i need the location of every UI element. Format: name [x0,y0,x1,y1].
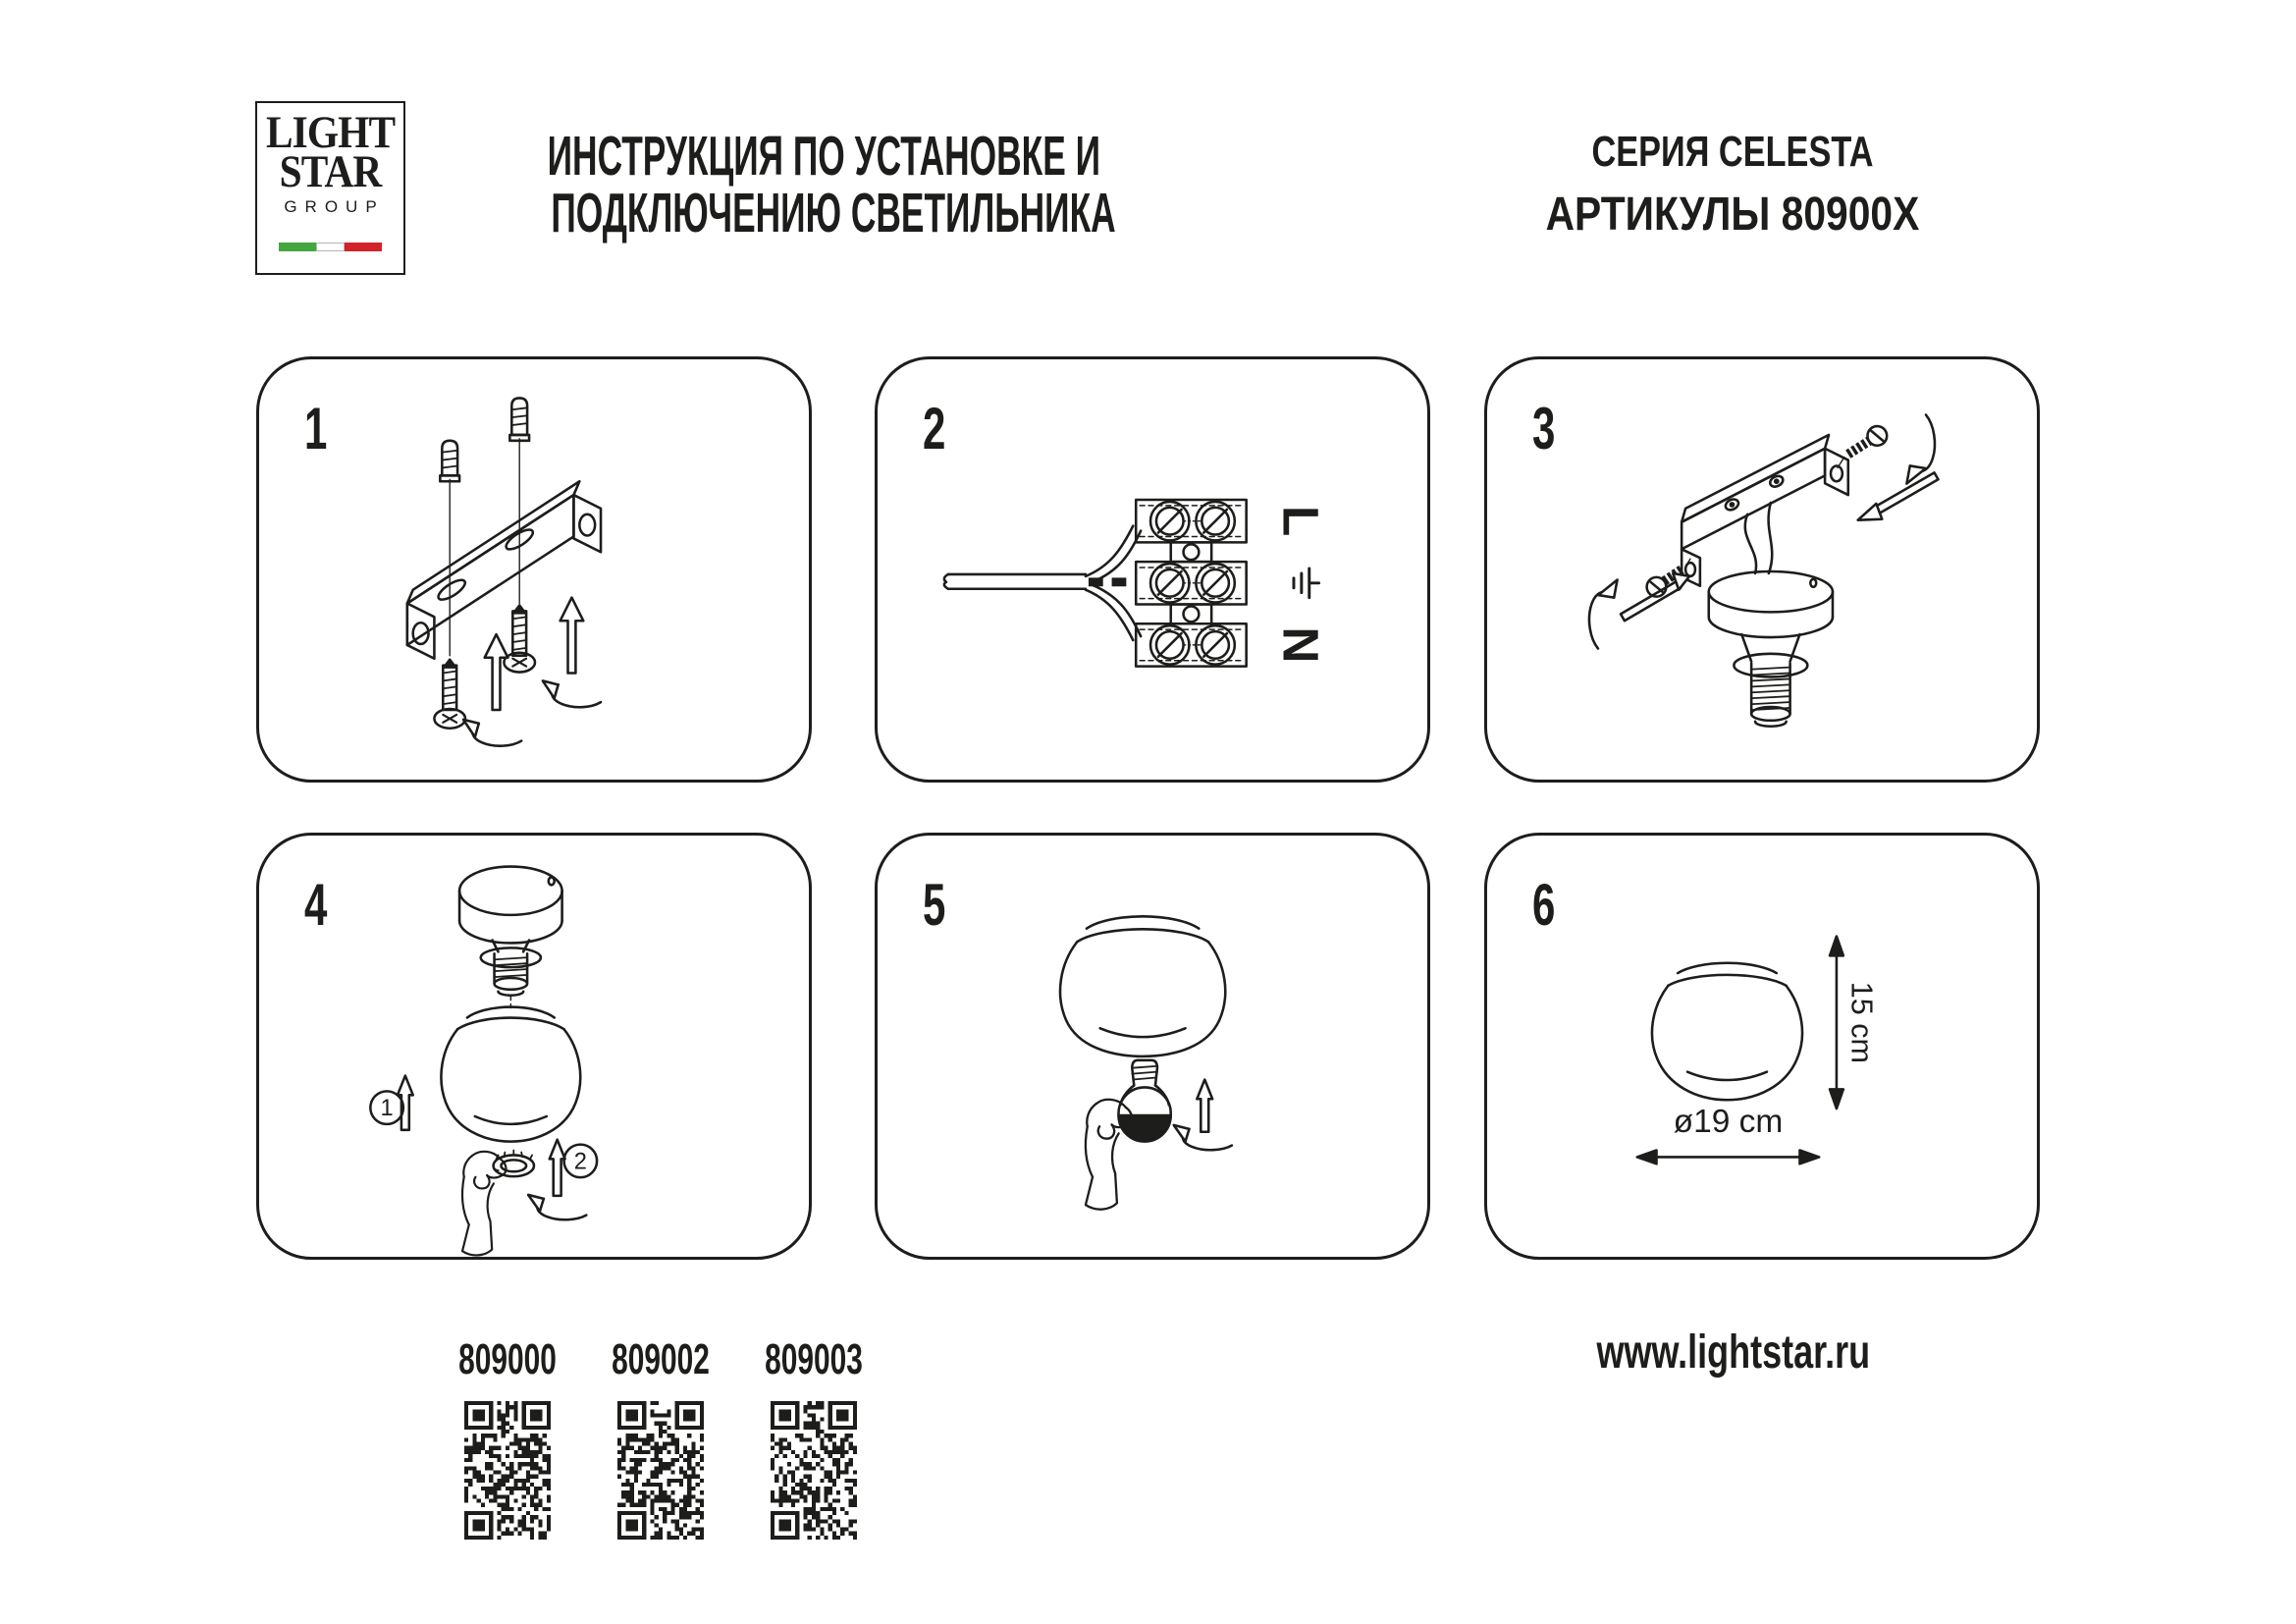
arrow-up-icon [1197,1080,1212,1132]
panel-6-number: 6 [1532,872,1556,938]
logo-word-light: LIGHT [265,107,396,158]
height-dimension-label: 15 cm [1844,981,1879,1063]
arrow-up-icon [561,598,584,674]
step-2-label: 2 [573,1149,587,1175]
panel-4 [256,833,812,1260]
mounting-bracket-shape [1682,435,1848,586]
article-column [735,1335,892,1540]
website-url: www.lightstar.ru [1596,1326,1870,1379]
glass-dome-shape [1652,963,1802,1100]
canopy-shape [459,867,562,996]
panel-2 [875,356,1430,783]
diameter-dimension-label: ø19 cm [1673,1103,1784,1140]
panel-1 [256,356,812,783]
screw-icon [434,660,465,729]
neutral-label: N [1272,626,1329,664]
step5-bulb-diagram [878,836,1427,1257]
canopy-shape [1709,571,1833,727]
article-number: 809002 [612,1335,710,1383]
flag-red-segment [345,243,382,251]
glass-dome-shape [441,1007,580,1142]
page-title [378,125,1116,244]
arrow-up-icon [485,634,508,710]
diameter-dimension-arrow [1637,1151,1819,1164]
arrow-up-icon [398,1076,413,1130]
article-column [429,1335,586,1540]
mounting-bracket-shape [407,481,601,658]
bulb-icon [1118,1060,1170,1142]
step3-canopy-diagram [1487,359,2037,780]
step-1-label: 1 [380,1096,394,1122]
article-number: 809000 [458,1335,557,1383]
panel-2-number: 2 [923,396,946,461]
earth-symbol [1294,568,1319,598]
logo-word-group: GROUP [284,197,385,216]
ring-nut-icon [494,1151,534,1177]
step2-wiring-diagram [878,359,1427,780]
rotation-arrow-icon [1585,580,1623,650]
logo-word-star: STAR [279,146,382,197]
rotation-arrow-icon [1174,1125,1232,1150]
terminal-block [1136,500,1246,667]
italian-flag-stripe [279,243,384,251]
panel-6 [1484,833,2040,1260]
screw-icon [1838,426,1887,467]
qr-code [771,1401,857,1540]
hand-icon [462,1152,507,1256]
rotation-arrow-icon [543,680,601,707]
height-dimension-arrow [1830,937,1843,1110]
series-block [1482,130,1983,240]
rotation-arrow-icon [528,1195,586,1219]
article-number: 809003 [765,1335,863,1383]
panel-5 [875,833,1430,1260]
step6-dimensions-diagram [1487,836,2037,1257]
glass-dome-shape [1060,916,1225,1056]
flag-green-segment [279,243,316,251]
wall-plug-icon [509,398,529,440]
title-line-1: ИНСТРУКЦИЯ ПО УСТАНОВКЕ И [547,125,1100,188]
qr-code [464,1401,551,1540]
articles-heading: АРТИКУЛЫ 80900X [1545,189,1920,241]
arrow-icon [1858,472,1939,519]
qr-code [617,1401,704,1540]
wall-plug-icon [440,441,459,481]
arrow-up-icon [550,1140,565,1196]
line-label: L [1272,506,1329,537]
panel-5-number: 5 [923,872,946,938]
article-column [582,1335,739,1540]
rotation-arrow-icon [463,720,521,746]
supply-cable [944,526,1141,640]
panel-3-number: 3 [1532,396,1556,461]
flag-white-segment [316,243,345,251]
step4-shade-diagram [259,836,809,1257]
panel-3 [1484,356,2040,783]
terminal-screws [1150,502,1235,665]
screw-icon [504,605,535,672]
panel-1-number: 1 [304,396,328,461]
panel-4-number: 4 [304,872,328,938]
title-line-2: ПОДКЛЮЧЕНИЮ СВЕТИЛЬНИКА [551,182,1116,244]
series-label: СЕРИЯ CELESTA [1591,128,1874,176]
step1-bracket-diagram [259,359,809,780]
